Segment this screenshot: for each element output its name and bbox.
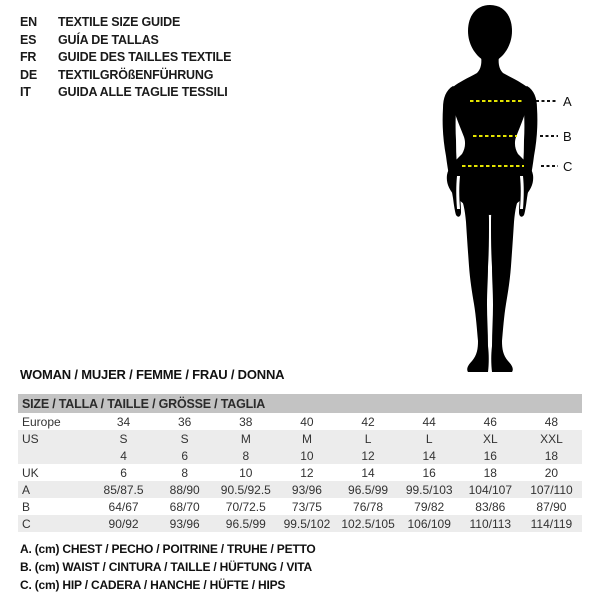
size-cell: 6 bbox=[181, 448, 189, 463]
language-code: FR bbox=[20, 50, 37, 64]
size-cell: 4 bbox=[120, 448, 127, 463]
table-row-us-letter bbox=[18, 430, 582, 447]
language-label: GUÍA DE TALLAS bbox=[58, 32, 159, 47]
size-cell: 34 bbox=[116, 414, 131, 429]
size-cell: 42 bbox=[361, 414, 375, 429]
size-cell: 46 bbox=[483, 414, 497, 429]
size-cell: 10 bbox=[300, 448, 314, 463]
row-label: A bbox=[22, 482, 31, 497]
language-code: ES bbox=[20, 32, 37, 47]
silhouette-torso bbox=[447, 56, 533, 215]
size-cell: 12 bbox=[361, 448, 375, 463]
size-cell: 96.5/99 bbox=[348, 482, 389, 497]
size-cell: 64/67 bbox=[108, 499, 139, 514]
size-cell: 87/90 bbox=[536, 499, 567, 514]
size-cell: 16 bbox=[483, 448, 497, 463]
language-row-de bbox=[20, 67, 231, 85]
legend-chest: A. (cm) CHEST / PECHO / POITRINE / TRUHE / PETTO bbox=[20, 542, 316, 556]
size-cell: M bbox=[240, 431, 251, 446]
size-cell: 107/110 bbox=[530, 482, 573, 497]
size-cell: L bbox=[364, 431, 372, 446]
size-cell: 40 bbox=[300, 414, 314, 429]
size-table bbox=[18, 394, 582, 532]
size-cell: 38 bbox=[239, 414, 253, 429]
woman-silhouette-figure bbox=[415, 0, 590, 380]
size-cell: 14 bbox=[361, 465, 375, 480]
size-cell: 79/82 bbox=[414, 499, 445, 514]
silhouette-right-leg bbox=[491, 193, 521, 372]
size-cell: 93/96 bbox=[169, 516, 200, 531]
size-cell: M bbox=[301, 431, 312, 446]
size-cell: 68/70 bbox=[169, 499, 200, 514]
chest-marker-label: A bbox=[563, 94, 572, 109]
language-row-es bbox=[20, 32, 231, 50]
language-row-en bbox=[20, 14, 231, 32]
table-row-hip bbox=[18, 515, 582, 532]
row-label: Europe bbox=[22, 414, 61, 429]
size-cell: 16 bbox=[422, 465, 436, 480]
size-cell: 14 bbox=[422, 448, 436, 463]
size-cell: 12 bbox=[300, 465, 314, 480]
size-cell: 20 bbox=[544, 465, 559, 480]
size-cell: 8 bbox=[181, 465, 189, 480]
language-row-fr bbox=[20, 49, 231, 67]
size-cell: 10 bbox=[239, 465, 253, 480]
size-cell: 44 bbox=[422, 414, 436, 429]
size-cell: 88/90 bbox=[169, 482, 200, 497]
size-cell: XL bbox=[482, 431, 498, 446]
size-cell: 96.5/99 bbox=[225, 516, 266, 531]
size-cell: 104/107 bbox=[468, 482, 512, 497]
size-cell: 8 bbox=[242, 448, 250, 463]
row-label: UK bbox=[22, 465, 39, 480]
table-row-us-numeric bbox=[18, 447, 582, 464]
legend-hip: C. (cm) HIP / CADERA / HANCHE / HÜFTE / HIPS bbox=[20, 578, 286, 592]
silhouette-left-leg bbox=[459, 193, 489, 372]
row-label: B bbox=[22, 499, 31, 514]
size-cell: L bbox=[425, 431, 433, 446]
language-list bbox=[20, 14, 231, 102]
language-label: TEXTILE SIZE GUIDE bbox=[58, 15, 181, 29]
size-cell: 18 bbox=[544, 448, 559, 463]
size-cell: 99.5/102 bbox=[283, 516, 331, 531]
language-row-it bbox=[20, 84, 231, 102]
language-code: EN bbox=[20, 15, 37, 29]
language-code: DE bbox=[20, 67, 37, 82]
measurement-legend bbox=[20, 540, 316, 594]
row-label: C bbox=[22, 516, 31, 531]
table-header: SIZE / TALLA / TAILLE / GRÖSSE / TAGLIA bbox=[18, 394, 582, 413]
size-cell: S bbox=[180, 431, 189, 446]
table-row-europe bbox=[18, 413, 582, 430]
size-cell: 70/72.5 bbox=[225, 499, 266, 514]
legend-waist: B. (cm) WAIST / CINTURA / TAILLE / HÜFTUNG / VITA bbox=[20, 560, 312, 574]
row-label: US bbox=[22, 431, 39, 446]
size-cell: 85/87.5 bbox=[103, 482, 144, 497]
size-cell: 110/113 bbox=[469, 516, 512, 531]
size-cell: 114/119 bbox=[530, 516, 573, 531]
size-cell: 83/86 bbox=[475, 499, 506, 514]
size-cell: XXL bbox=[540, 431, 563, 446]
size-cell: S bbox=[119, 431, 128, 446]
silhouette-head bbox=[468, 5, 512, 60]
size-cell: 73/75 bbox=[291, 499, 322, 514]
table-row-waist bbox=[18, 498, 582, 515]
table-header-row bbox=[18, 394, 582, 413]
size-cell: 18 bbox=[483, 465, 497, 480]
hip-marker-label: C bbox=[563, 159, 573, 174]
size-cell: 48 bbox=[544, 414, 559, 429]
table-row-chest bbox=[18, 481, 582, 498]
size-cell: 90.5/92.5 bbox=[220, 482, 271, 497]
row-label bbox=[18, 447, 93, 464]
size-cell: 6 bbox=[120, 465, 127, 480]
table-row-uk bbox=[18, 464, 582, 481]
size-cell: 36 bbox=[178, 414, 192, 429]
size-cell: 93/96 bbox=[291, 482, 322, 497]
language-label: GUIDE DES TAILLES TEXTILE bbox=[58, 50, 232, 64]
size-cell: 90/92 bbox=[108, 516, 139, 531]
language-label: GUIDA ALLE TAGLIE TESSILI bbox=[58, 85, 228, 99]
language-code: IT bbox=[20, 85, 31, 99]
size-cell: 99.5/103 bbox=[405, 482, 453, 497]
language-label: TEXTILGRÖßENFÜHRUNG bbox=[58, 67, 214, 82]
size-cell: 102.5/105 bbox=[341, 516, 395, 531]
section-title: WOMAN / MUJER / FEMME / FRAU / DONNA bbox=[20, 367, 285, 382]
size-cell: 76/78 bbox=[353, 499, 384, 514]
waist-marker-label: B bbox=[563, 129, 572, 144]
size-cell: 106/109 bbox=[407, 516, 451, 531]
